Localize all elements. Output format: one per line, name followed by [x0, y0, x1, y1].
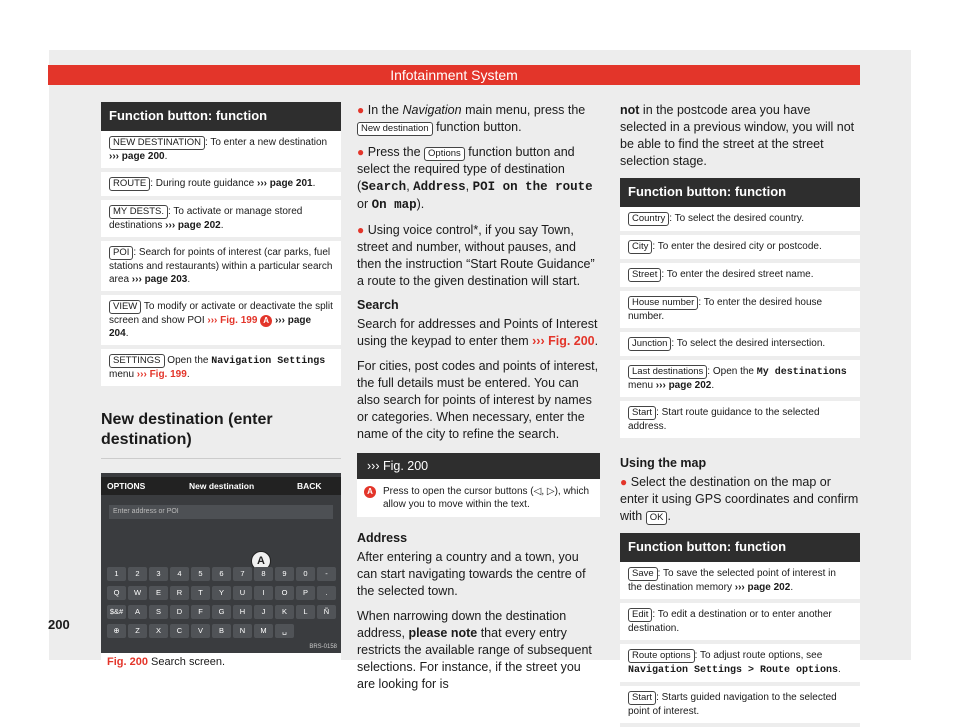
keyboard-key: Ñ	[317, 605, 336, 619]
keyboard-key: ⊕	[107, 624, 126, 638]
keyboard-key: I	[254, 586, 273, 600]
back-label: BACK	[297, 481, 322, 491]
new-destination-label: New destination	[189, 481, 255, 491]
section-title: New destination (enter destination)	[101, 410, 341, 459]
page-ref[interactable]: ››› page 201	[257, 178, 313, 189]
keyboard-key: 8	[254, 567, 273, 581]
keyboard-key: Q	[107, 586, 126, 600]
figure-code: BRS-0158	[309, 644, 337, 650]
table-row: NEW DESTINATION : To enter a new destination ››› page 200.	[101, 131, 341, 172]
keyboard-key: K	[275, 605, 294, 619]
new-destination-button[interactable]: NEW DESTINATION	[109, 136, 205, 150]
keyboard-key: .	[317, 586, 336, 600]
middle-column	[357, 102, 600, 701]
keyboard-key: 1	[107, 567, 126, 581]
table-row: Start : Start route guidance to the selected address.	[620, 401, 860, 442]
table-row: Junction : To select the desired intersection.	[620, 332, 860, 360]
search-detail-paragraph: For cities, post codes and points of interest, the full details must be entered. You can also search for points of interest by names or categories. When necessary, enter the name of the city to refine the search.	[357, 359, 599, 441]
table-row: Street : To enter the desired street name.	[620, 263, 860, 291]
figure-ref[interactable]: ››› Fig. 199	[207, 315, 258, 326]
search-heading: Search	[357, 298, 399, 312]
keyboard-key: 9	[275, 567, 294, 581]
page-ref[interactable]: ››› page 203	[131, 274, 188, 285]
left-column	[101, 102, 341, 671]
page-ref[interactable]: ››› page 200	[109, 151, 165, 162]
figure-ref[interactable]: ››› Fig. 200	[532, 334, 595, 348]
junction-button[interactable]: Junction	[628, 337, 671, 351]
start-button[interactable]: Start	[628, 691, 656, 705]
keyboard-key: 0	[296, 567, 315, 581]
keyboard-key: M	[254, 624, 273, 638]
options-button[interactable]: Options	[424, 147, 465, 161]
map-paragraph: ● Select the destination on the map or enter it using GPS coordinates and confirm with OK .	[620, 475, 859, 523]
keyboard-key: 3	[149, 567, 168, 581]
figure-caption: Fig. 200 Search screen.	[101, 653, 341, 671]
continuation-paragraph: not in the postcode area you have selected in a previous window, you will not be able to find the street at the street selection stage.	[620, 103, 855, 168]
table-row: SETTINGS Open the Navigation Settings menu ››› Fig. 199.	[101, 349, 341, 390]
settings-button[interactable]: SETTINGS	[109, 354, 165, 368]
view-button[interactable]: VIEW	[109, 300, 141, 314]
keyboard-key: X	[149, 624, 168, 638]
keyboard-key: V	[191, 624, 210, 638]
keyboard-key: 2	[128, 567, 147, 581]
keyboard-key: 4	[170, 567, 189, 581]
keyboard-key: W	[128, 586, 147, 600]
fig-table-row: A Press to open the cursor buttons (◁, ▷), which allow you to move within the text.	[357, 479, 600, 517]
fig-table-heading: ››› Fig. 200	[357, 453, 600, 479]
table-row: Save : To save the selected point of interest in the destination memory ››› page 202.	[620, 562, 860, 603]
page-ref[interactable]: ››› page 202	[734, 582, 791, 593]
keyboard-key: 6	[212, 567, 231, 581]
page-ref[interactable]: ››› page 204	[109, 315, 312, 339]
table-row: POI : Search for points of interest (car parks, fuel stations and restaurants) within a particular search area ››› page 203.	[101, 241, 341, 295]
map-table-heading: Function button: function	[620, 533, 860, 562]
street-button[interactable]: Street	[628, 268, 661, 282]
keyboard-key: 7	[233, 567, 252, 581]
table-row: Edit : To edit a destination or to enter another destination.	[620, 603, 860, 644]
address-input: Enter address or POI	[109, 505, 333, 519]
poi-button[interactable]: POI	[109, 246, 133, 260]
figure-ref[interactable]: ››› Fig. 199	[136, 369, 187, 380]
save-button[interactable]: Save	[628, 567, 658, 581]
bullet-options: ● Press the Options function button and select the required type of destination (Search, Address, POI on the route or On map).	[357, 145, 593, 212]
edit-button[interactable]: Edit	[628, 608, 652, 622]
address-note-paragraph: When narrowing down the destination address, please note that every entry restricts the available range of subsequent selections. For instance, if the street you are looking for is	[357, 609, 592, 691]
callout-a-icon: A	[251, 551, 271, 571]
address-paragraph: After entering a country and a town, you can start navigating towards the centre of the selected town.	[357, 550, 586, 598]
options-label: OPTIONS	[107, 481, 146, 491]
table-row: MY DESTS. : To activate or manage stored destinations ››› page 202.	[101, 200, 341, 241]
route-button[interactable]: ROUTE	[109, 177, 150, 191]
route-options-button[interactable]: Route options	[628, 649, 695, 663]
keyboard-key: H	[233, 605, 252, 619]
keyboard-key: Z	[128, 624, 147, 638]
search-screen-figure	[101, 473, 341, 653]
table-row: Start : Starts guided navigation to the selected point of interest.	[620, 686, 860, 727]
map-heading: Using the map	[620, 456, 707, 470]
keyboard-key: ␣	[275, 624, 294, 638]
keyboard-key: U	[233, 586, 252, 600]
my-dests-button[interactable]: MY DESTS.	[109, 205, 168, 219]
table-row: VIEW To modify or activate or deactivate the split screen and show POI ››› Fig. 199 A ››› page 204.	[101, 295, 341, 349]
new-destination-button[interactable]: New destination	[357, 122, 433, 136]
callout-a-icon: A	[364, 486, 376, 498]
keyboard-key: L	[296, 605, 315, 619]
table-row: Country : To select the desired country.	[620, 207, 860, 235]
keyboard-key: R	[170, 586, 189, 600]
keyboard-key: J	[254, 605, 273, 619]
table-row: Route options : To adjust route options, see Navigation Settings > Route options.	[620, 644, 860, 686]
keyboard-key: 5	[191, 567, 210, 581]
table-row: ROUTE : During route guidance ››› page 201.	[101, 172, 341, 200]
keyboard-key: A	[128, 605, 147, 619]
keyboard-key: $&#	[107, 605, 126, 619]
house-number-button[interactable]: House number	[628, 296, 698, 310]
keyboard-key: C	[170, 624, 189, 638]
ok-button[interactable]: OK	[646, 511, 668, 525]
keyboard-key: E	[149, 586, 168, 600]
country-button[interactable]: Country	[628, 212, 669, 226]
keyboard-key: Y	[212, 586, 231, 600]
start-button[interactable]: Start	[628, 406, 656, 420]
right-column	[620, 102, 860, 727]
keyboard-key: F	[191, 605, 210, 619]
table-row: Last destinations : Open the My destinations menu ››› page 202.	[620, 360, 860, 401]
page-ref[interactable]: ››› page 202	[165, 220, 221, 231]
keyboard-key: S	[149, 605, 168, 619]
table-row: House number : To enter the desired house number.	[620, 291, 860, 332]
keyboard-key: B	[212, 624, 231, 638]
address-heading: Address	[357, 531, 408, 545]
right-table-heading: Function button: function	[620, 178, 860, 207]
bullet-new-destination: ● In the Navigation main menu, press the New destination function button.	[357, 103, 586, 134]
keyboard-key: O	[275, 586, 294, 600]
figure-topbar	[101, 477, 341, 495]
keyboard-key: P	[296, 586, 315, 600]
page-header: Infotainment System	[48, 65, 860, 85]
keyboard-key: T	[191, 586, 210, 600]
callout-a-icon: A	[260, 315, 272, 327]
left-table-heading: Function button: function	[101, 102, 341, 131]
keyboard-key: G	[212, 605, 231, 619]
table-row: City : To enter the desired city or postcode.	[620, 235, 860, 263]
keyboard-key: N	[233, 624, 252, 638]
last-destinations-button[interactable]: Last destinations	[628, 365, 707, 379]
city-button[interactable]: City	[628, 240, 652, 254]
keyboard-key: D	[170, 605, 189, 619]
page-ref[interactable]: ››› page 202	[655, 380, 712, 391]
search-paragraph: Search for addresses and Points of Interest using the keypad to enter them ››› Fig. 200.	[357, 317, 599, 348]
page-number: 200	[48, 617, 70, 632]
bullet-voice-control: ● Using voice control*, if you say Town, street and number, without pauses, and then the instruction “Start Route Guidance” a route to the given destination will start.	[357, 223, 595, 288]
keyboard-key: -	[317, 567, 336, 581]
